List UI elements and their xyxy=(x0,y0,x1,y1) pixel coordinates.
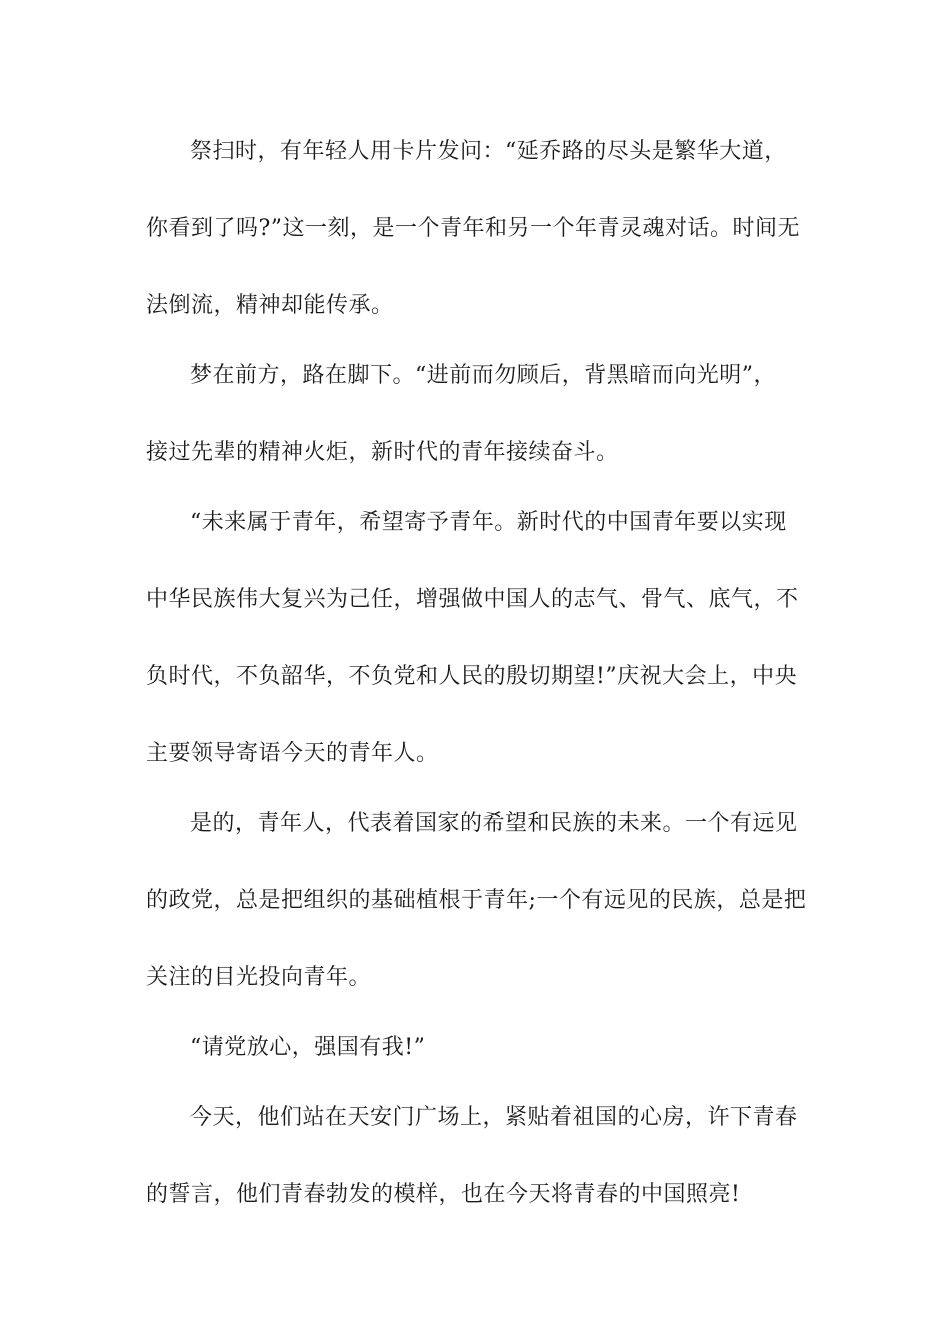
paragraph xyxy=(146,355,810,473)
text-line: 今天，他们站在天安门广场上，紧贴着祖国的心房，许下青春 xyxy=(190,1105,798,1130)
text-line: “未来属于青年，希望寄予青年。新时代的中国青年要以实现 xyxy=(190,510,787,535)
text-line: 你看到了吗?”这一刻，是一个青年和另一个年青灵魂对话。时间无 xyxy=(146,216,801,241)
paragraph xyxy=(146,1097,810,1215)
paragraph xyxy=(146,131,810,326)
paragraph xyxy=(146,803,810,998)
text-line: 主要领导寄语今天的青年人。 xyxy=(146,741,439,766)
text-line: 关注的目光投向青年。 xyxy=(146,965,372,990)
text-line: 的政党，总是把组织的基础植根于青年;一个有远见的民族，总是把 xyxy=(146,888,807,913)
text-line: 接过先辈的精神火炬，新时代的青年接续奋斗。 xyxy=(146,440,619,465)
text-line: 是的，青年人，代表着国家的希望和民族的未来。一个有远见 xyxy=(190,811,798,836)
text-line: “请党放心，强国有我!” xyxy=(190,1035,426,1060)
paragraph xyxy=(146,1027,810,1068)
text-line: 祭扫时，有年轻人用卡片发问：“延乔路的尽头是繁华大道， xyxy=(190,139,787,164)
text-line: 梦在前方，路在脚下。“进前而勿顾后，背黑暗而向光明”， xyxy=(190,363,776,388)
text-line: 法倒流，精神却能传承。 xyxy=(146,293,394,318)
paragraph xyxy=(146,502,810,774)
text-line: 的誓言，他们青春勃发的模样，也在今天将青春的中国照亮! xyxy=(146,1182,741,1207)
text-line: 中华民族伟大复兴为己任，增强做中国人的志气、骨气、底气，不 xyxy=(146,587,799,612)
document-body xyxy=(146,131,810,1215)
text-line: 负时代，不负韶华，不负党和人民的殷切期望!”庆祝大会上，中央 xyxy=(146,664,798,689)
